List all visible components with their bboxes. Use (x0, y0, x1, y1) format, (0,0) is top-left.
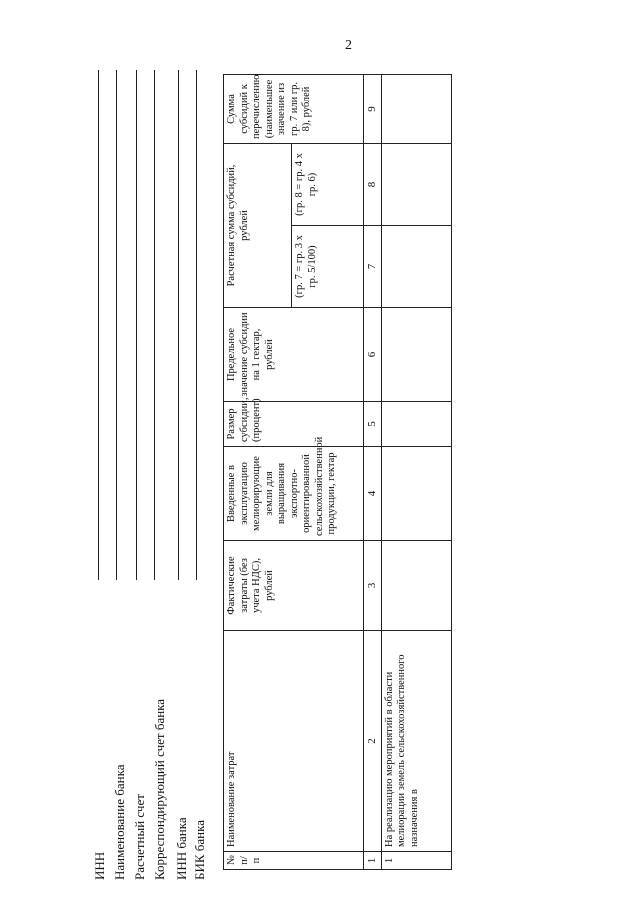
blank-line-inn (98, 70, 99, 580)
table-row (381, 74, 451, 869)
bank-field-bank-name: Наименование банка (112, 764, 127, 880)
header-calculated-sum: Расчетная сумма субсидий, рублей (224, 143, 292, 307)
row-cell (381, 447, 451, 541)
blank-line-bank-inn (178, 70, 179, 580)
header-subsidy-to-transfer: Сумма субсидий к перечислению (наименьшее значение из гр. 7 или гр. 8), рублей (224, 74, 364, 143)
row-cost-name: На реализацию мероприятий в области мелиорации земель сельскохозяйственного назначения в (381, 631, 451, 852)
bank-field-inn: ИНН (92, 851, 107, 880)
blank-line-account (136, 70, 137, 580)
header-col7-formula: (гр. 7 = гр. 3 х гр. 5/100) (292, 226, 364, 308)
column-number: 7 (364, 226, 382, 308)
header-name: Наименование затрат (224, 631, 364, 852)
header-actual-costs: Фактические затраты (без учета НДС), рублей (224, 541, 364, 631)
column-number: 4 (364, 447, 382, 541)
bank-field-account: Расчетный счет (132, 794, 147, 880)
bank-field-bik: БИК банка (192, 819, 207, 880)
subsidy-table (223, 74, 452, 870)
row-cell (381, 541, 451, 631)
row-cell (381, 226, 451, 308)
bank-field-bank-inn: ИНН банка (174, 817, 189, 880)
header-col8-formula: (гр. 8 = гр. 4 х гр. 6) (292, 143, 364, 225)
column-number: 1 (364, 852, 382, 870)
header-limit-per-hectare: Предельное значение субсидии на 1 гектар, рублей (224, 308, 364, 402)
row-cell (381, 308, 451, 402)
column-number: 6 (364, 308, 382, 402)
row-cell (381, 74, 451, 143)
bank-details (90, 65, 220, 880)
header-no: № п/п (224, 852, 364, 870)
column-number: 9 (364, 74, 382, 143)
column-number: 3 (364, 541, 382, 631)
bank-field-corr-account: Корреспондирующий счет банка (152, 698, 167, 880)
row-no: 1 (381, 852, 451, 870)
blank-line-bank-name (116, 70, 117, 580)
column-number: 8 (364, 143, 382, 225)
row-cell (381, 402, 451, 447)
header-land-hectares: Введенные в эксплуатацию мелиорирующие земли для выращивания экспортно-ориентированной сельскохозяйственной продукции, гектар (224, 447, 364, 541)
column-number: 2 (364, 631, 382, 852)
rotated-landscape-page (90, 65, 470, 880)
column-number: 5 (364, 402, 382, 447)
blank-line-bik (196, 70, 197, 580)
row-cell (381, 143, 451, 225)
header-subsidy-percent: Размер субсидии, (процент) (224, 402, 364, 447)
page-number: 2 (345, 38, 352, 53)
blank-line-corr-account (154, 70, 155, 580)
